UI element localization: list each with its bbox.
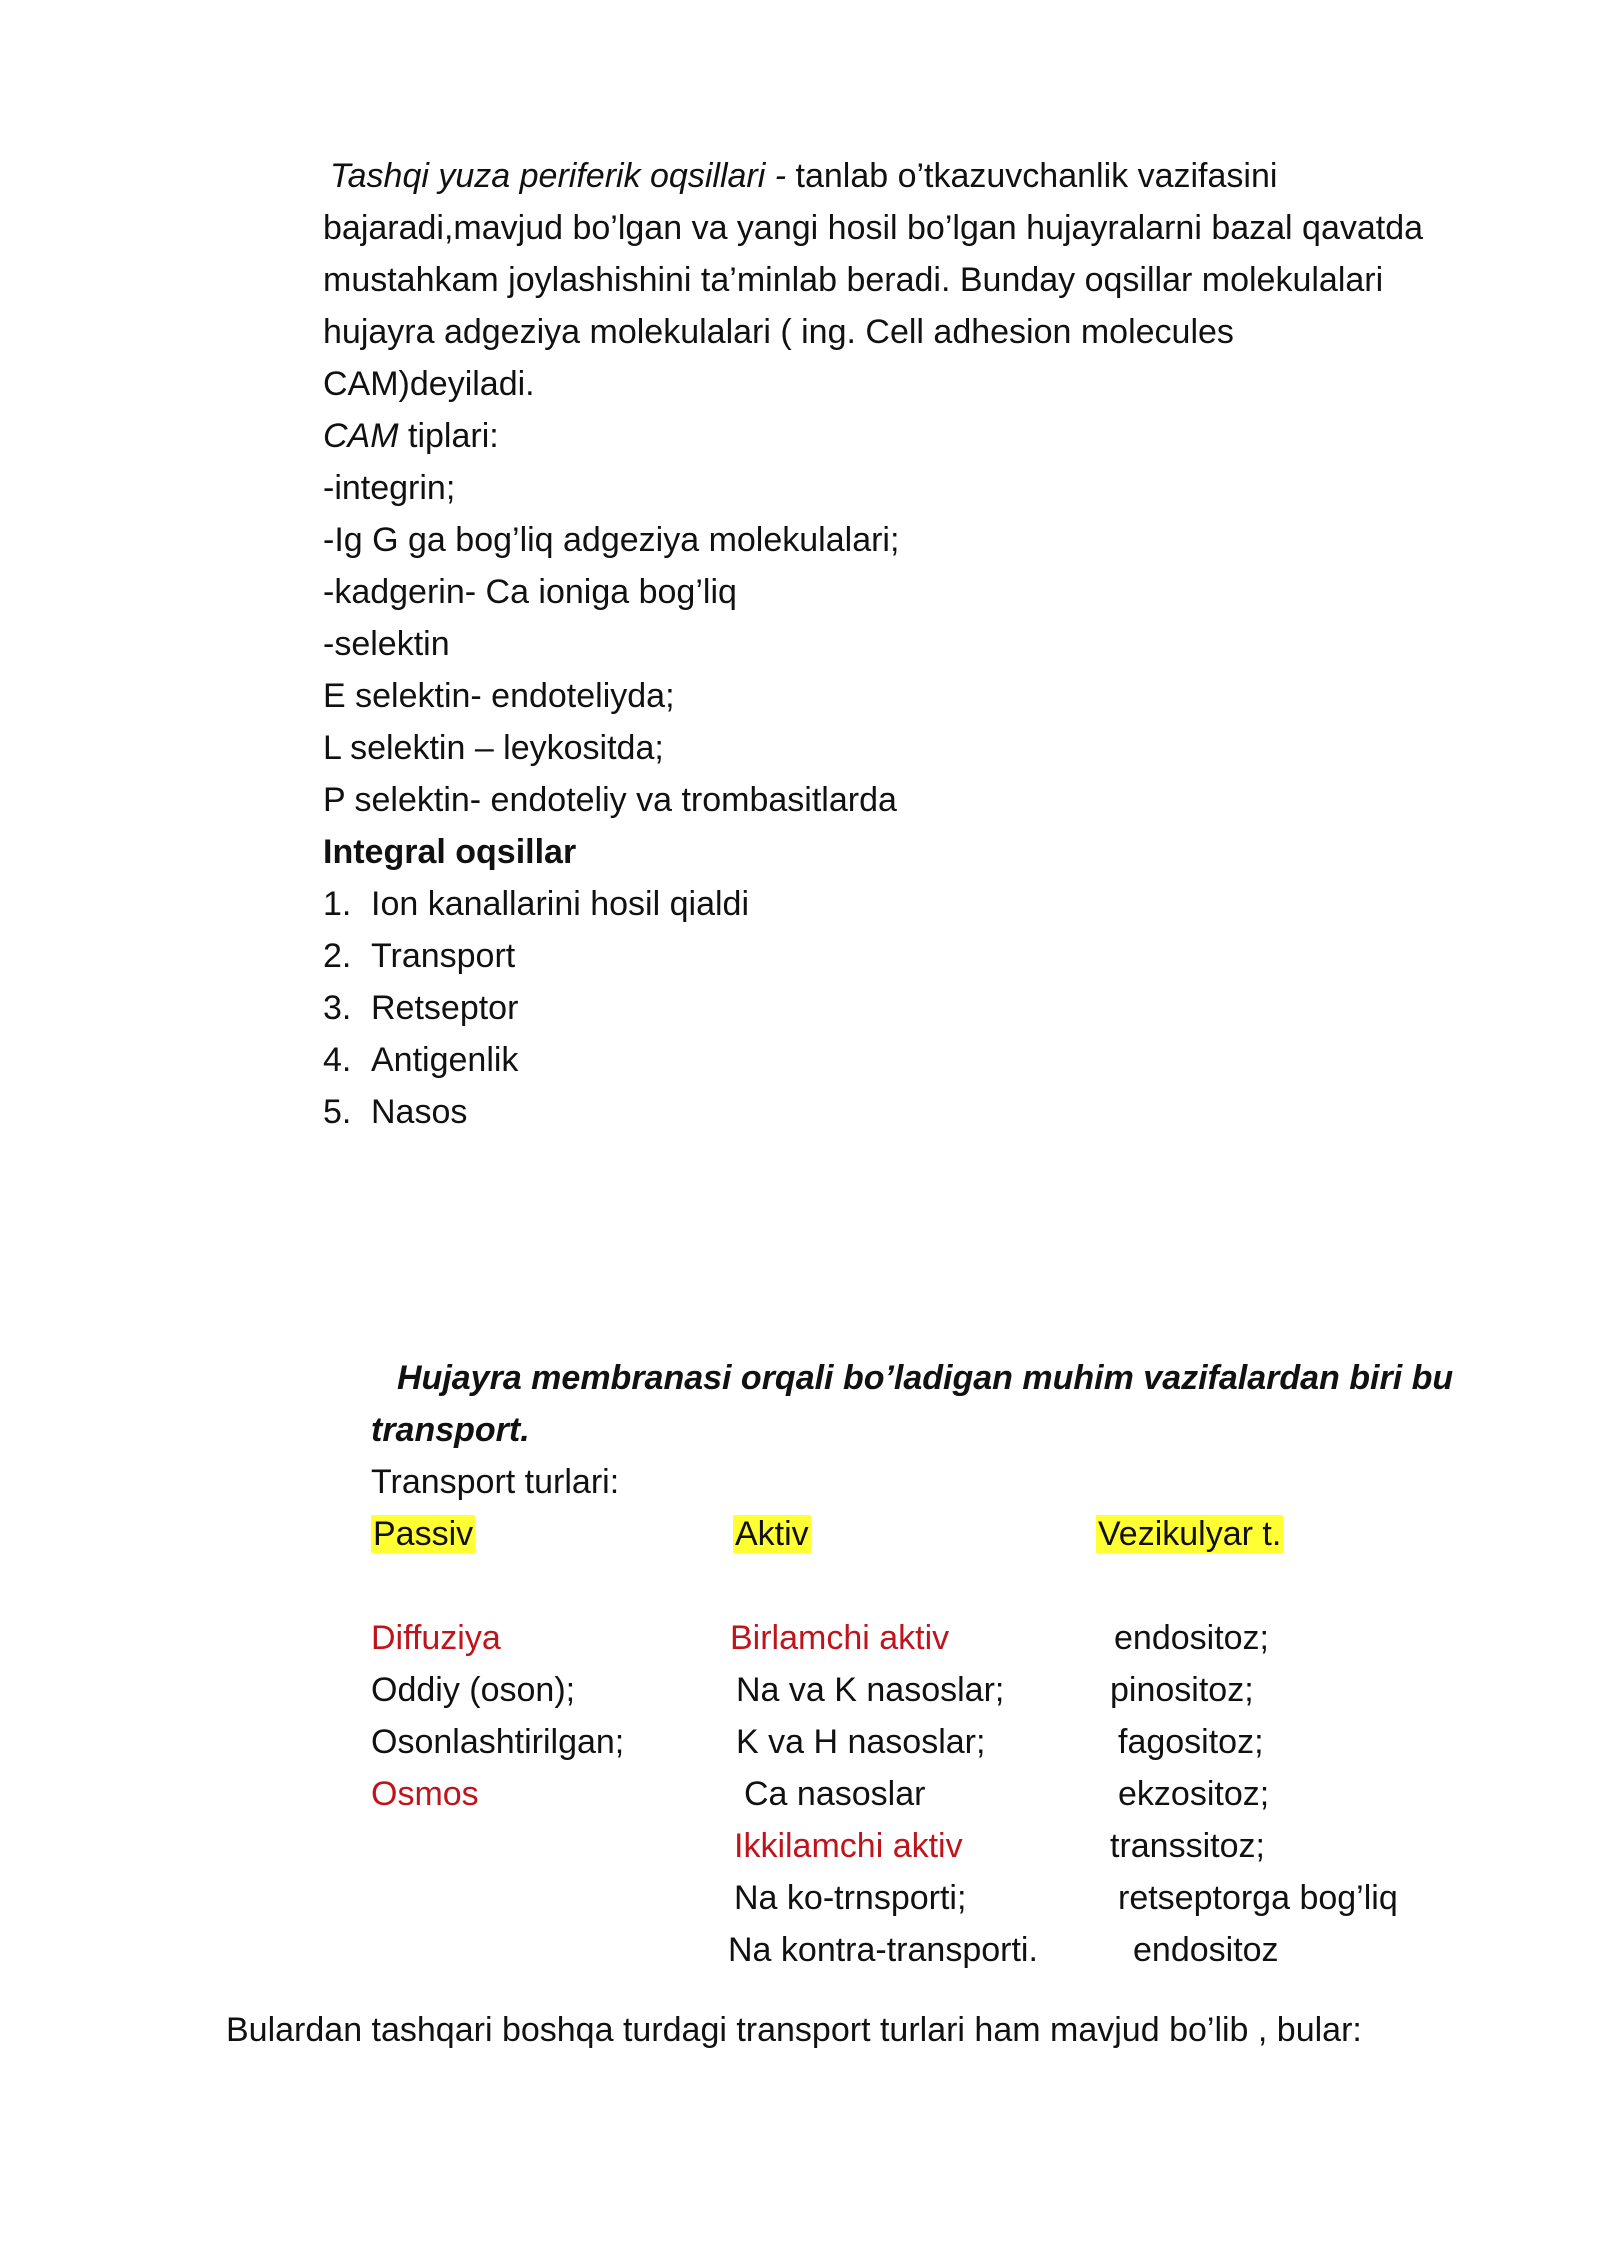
vezikulyar-item: pinositoz; <box>1110 1671 1254 1709</box>
list-number: 2. <box>323 937 352 975</box>
paragraph-first-line <box>330 156 1277 196</box>
list-text: Ion kanallarini hosil qialdi <box>371 885 750 923</box>
paragraph-line: hujayra adgeziya molekulalari ( ing. Cell adhesion molecules <box>323 313 1234 351</box>
lead-rest-text: tanlab o’tkazuvchanlik vazifasini <box>795 157 1278 195</box>
integral-proteins-heading: Integral oqsillar <box>323 833 577 871</box>
aktiv-item: K va H nasoslar; <box>736 1723 986 1761</box>
vezikulyar-item: endositoz; <box>1114 1619 1269 1657</box>
list-text: Retseptor <box>371 989 519 1027</box>
list-number: 5. <box>323 1093 352 1131</box>
highlighted-label: Aktiv <box>735 1515 809 1553</box>
passiv-subheading: Diffuziya <box>371 1619 501 1657</box>
vezikulyar-item: fagositoz; <box>1118 1723 1264 1761</box>
vezikulyar-item: retseptorga bog’liq <box>1118 1879 1398 1917</box>
cam-types-label: tiplari: <box>408 417 499 455</box>
numbered-list-item <box>323 988 518 1028</box>
list-text: Antigenlik <box>371 1041 519 1079</box>
transport-heading-line2: transport. <box>371 1411 530 1449</box>
cam-type-item: -integrin; <box>323 469 456 507</box>
paragraph-line: mustahkam joylashishini ta’minlab beradi. Bunday oqsillar molekulalari <box>323 261 1384 299</box>
closing-paragraph: Bulardan tashqari boshqa turdagi transport turlari ham mavjud bo’lib , bular: <box>226 2011 1362 2049</box>
cam-type-item: E selektin- endoteliyda; <box>323 677 675 715</box>
numbered-list-item <box>323 1040 518 1080</box>
list-text: Nasos <box>371 1093 468 1131</box>
aktiv-item: Na kontra-transporti. <box>728 1931 1038 1969</box>
paragraph-line: bajaradi,mavjud bo’lgan va yangi hosil bo’lgan hujayralarni bazal qavatda <box>323 209 1424 247</box>
aktiv-item: Na ko-trnsporti; <box>734 1879 967 1917</box>
numbered-list-item <box>323 1092 467 1132</box>
vezikulyar-item: ekzositoz; <box>1118 1775 1270 1813</box>
list-number: 1. <box>323 885 352 923</box>
cam-type-item: L selektin – leykositda; <box>323 729 664 767</box>
cam-type-item: -Ig G ga bog’liq adgeziya molekulalari; <box>323 521 900 559</box>
lead-italic-term: Tashqi yuza periferik oqsillari - <box>330 157 787 195</box>
aktiv-subheading: Birlamchi aktiv <box>730 1619 950 1657</box>
column-header-aktiv <box>733 1514 811 1554</box>
aktiv-subheading: Ikkilamchi aktiv <box>734 1827 963 1865</box>
list-text: Transport <box>371 937 516 975</box>
passiv-item: Osonlashtirilgan; <box>371 1723 625 1761</box>
passiv-item: Oddiy (oson); <box>371 1671 576 1709</box>
paragraph-line: CAM)deyiladi. <box>323 365 535 403</box>
cam-type-item: -kadgerin- Ca ioniga bog’liq <box>323 573 737 611</box>
numbered-list-item <box>323 884 749 924</box>
list-number: 3. <box>323 989 352 1027</box>
vezikulyar-item: endositoz <box>1133 1931 1279 1969</box>
aktiv-item: Na va K nasoslar; <box>736 1671 1005 1709</box>
cam-italic-term: CAM <box>323 417 399 455</box>
column-header-passiv <box>371 1514 475 1554</box>
passiv-subheading: Osmos <box>371 1775 479 1813</box>
column-header-vezikulyar <box>1096 1514 1283 1554</box>
cam-type-item: -selektin <box>323 625 450 663</box>
cam-types-heading <box>323 416 499 456</box>
vezikulyar-item: transsitoz; <box>1110 1827 1265 1865</box>
cam-type-item: P selektin- endoteliy va trombasitlarda <box>323 781 897 819</box>
transport-heading-line1: Hujayra membranasi orqali bo’ladigan muhim vazifalardan biri bu <box>397 1359 1454 1397</box>
numbered-list-item <box>323 936 515 976</box>
transport-types-subtitle: Transport turlari: <box>371 1463 620 1501</box>
highlighted-label: Vezikulyar t. <box>1098 1515 1282 1553</box>
list-number: 4. <box>323 1041 352 1079</box>
aktiv-item: Ca nasoslar <box>744 1775 926 1813</box>
highlighted-label: Passiv <box>373 1515 474 1553</box>
